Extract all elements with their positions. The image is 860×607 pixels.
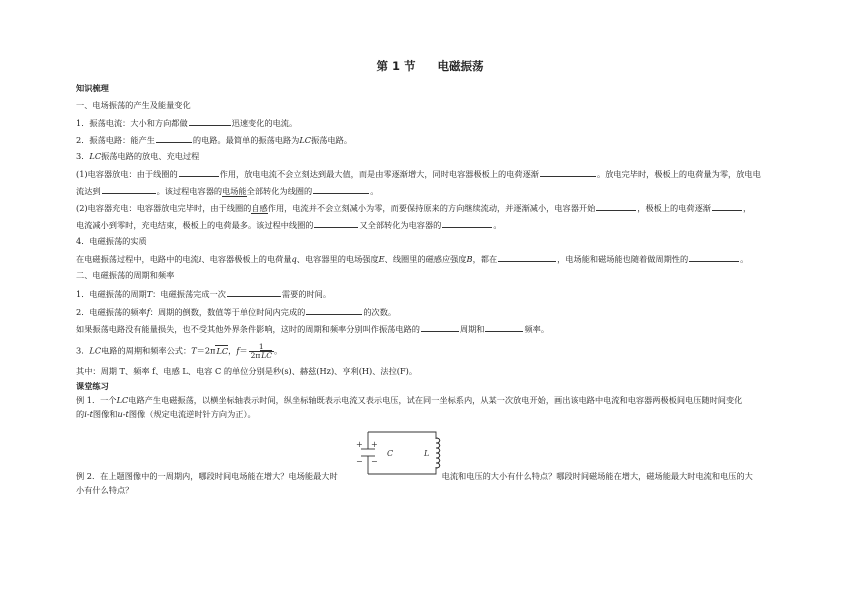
item-1: 1．振荡电流：大小和方向都做 迅速变化的电流。 (76, 118, 298, 128)
blank (596, 202, 636, 211)
section-2-heading: 二、电磁振荡的周期和频率 (76, 270, 175, 280)
heading-practice: 课堂练习 (76, 381, 109, 391)
blank (102, 185, 156, 194)
formula-line: 3．LC电路的周期和频率公式：T＝2πLC，f＝ $\frac{1}{\text{2πLC}}$ 。 (76, 342, 283, 360)
example-2-line-1: 例 2．在上题图像中的一周期内，哪段时间电场能在增大？电场能最大时 电流和电压的大小有什么特点？哪段时间磁场能在增大，磁场能最大时电流和电压的大 (76, 471, 753, 481)
blank (306, 306, 362, 315)
blank (485, 323, 523, 332)
item-4-body: 在电磁振荡过程中，电路中的电流i、电容器极板上的电荷量q、电容器里的电场强度E、线圈里的磁感应强度B，都在 ，电场能和磁场能也随着做周期性的 。 (76, 254, 749, 264)
blank (540, 168, 596, 177)
item-3-2-line-1: (2)电容器充电：电容器放电完毕时，由于线圈的自感作用，电流并不会立刻减小为零，而要保持原来的方向继续流动，并逐渐减小，电容器开始 ，极板上的电荷逐渐 ， (76, 203, 752, 213)
blank (227, 288, 281, 297)
page-title (0, 58, 860, 74)
inductor-label: L (424, 449, 430, 458)
blank (313, 185, 369, 194)
frequency-fraction: $\frac{1}{\text{2πLC}}$ (250, 342, 273, 360)
blank (421, 323, 459, 332)
example-1-line-2: 的i-t图像和u-t图像（规定电流逆时针方向为正）。 (76, 409, 256, 419)
item-2: 2．振荡电路：能产生 的电路。最简单的振荡电路为LC振荡电路。 (76, 135, 353, 145)
title-section: 第 1 节 (376, 59, 416, 73)
blank (689, 253, 739, 262)
blank (712, 202, 742, 211)
item-period: 1．电磁振荡的周期T：电磁振荡完成一次 需要的时间。 (76, 289, 332, 299)
item-frequency: 2．电磁振荡的频率f：周期的倒数，数值等于单位时间内完成的 的次数。 (76, 307, 397, 317)
minus-sign-outer: − (356, 457, 363, 466)
section-1-heading: 一、电场振荡的产生及能量变化 (76, 100, 191, 110)
item-4: 4．电磁振荡的实质 (76, 236, 147, 246)
blank (314, 219, 358, 228)
item-3-1-line-1: (1)电容器放电：由于线圈的 作用，放电电流不会立刻达到最大值，而是由零逐渐增大，同时电容器极板上的电荷逐渐 。放电完毕时，极板上的电荷量为零，放电电 (76, 169, 761, 179)
blank (156, 134, 192, 143)
minus-sign-inner: − (371, 457, 378, 466)
blank (189, 117, 231, 126)
plus-sign-inner: + (371, 440, 378, 449)
item-3: 3．LC振荡电路的放电、充电过程 (76, 151, 200, 161)
title-main: 电磁振荡 (437, 59, 484, 73)
item-3-2-line-2: 电流减小到零时，充电结束，极板上的电荷最多。该过程中线圈的 又全部转化为电容器的 。 (76, 220, 502, 230)
capacitor-label: C (387, 449, 394, 458)
natural-period-text: 如果振荡电路没有能量损失，也不受其他外界条件影响，这时的周期和频率分别叫作振荡电路的 周期和 频率。 (76, 324, 550, 334)
example-2-line-2: 小有什么特点？ (76, 485, 134, 495)
example-1-line-1: 例 1．一个LC电路产生电磁振荡，以横坐标轴表示时间，纵坐标轴既表示电流又表示电压，试在同一坐标系内，从某一次放电开始，画出该电路中电流和电容器两极板间电压随时间变化 (76, 395, 743, 405)
blank (498, 253, 556, 262)
blank (442, 219, 492, 228)
blank (179, 168, 219, 177)
plus-sign-outer: + (356, 440, 363, 449)
item-3-1-line-2: 流达到 。该过程电容器的电场能全部转化为线圈的 。 (76, 186, 379, 196)
heading-knowledge: 知识梳理 (76, 83, 109, 93)
units-note: 其中：周期 T、频率 f、电感 L、电容 C 的单位分别是秒(s)、赫兹(Hz)、亨利(H)、法拉(F)。 (76, 366, 418, 376)
